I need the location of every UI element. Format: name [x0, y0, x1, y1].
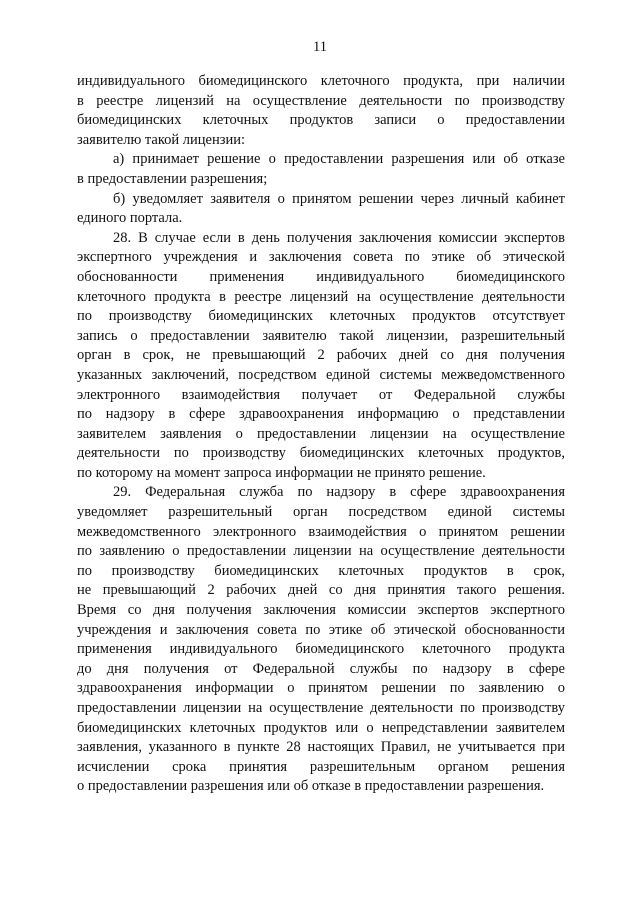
text-line: по заявлению о предоставлении лицензии на осуществление деятельности	[77, 543, 565, 560]
text-line: исчислении срока принятия разрешительным органом решения	[77, 758, 565, 775]
text-line: обоснованности применения индивидуального биомедицинского	[77, 268, 565, 285]
text-line: предоставлении лицензии на осуществление деятельности по производству	[77, 700, 565, 716]
text-line: Время со дня получения заключения комиссии экспертов экспертного	[77, 602, 565, 619]
text-line: по производству биомедицинских клеточных продуктов в срок,	[77, 562, 565, 579]
text-line: 28. В случае если в день получения заключения комиссии экспертов	[113, 229, 565, 246]
text-line: а) принимает решение о предоставлении разрешения или об отказе	[113, 151, 565, 168]
text-line: 29. Федеральная служба по надзору в сфере здравоохранения	[113, 484, 565, 501]
text-line: заявителю такой лицензии:	[77, 131, 246, 148]
text-line: электронного взаимодействия получает от Федеральной службы	[77, 386, 565, 403]
text-line: уведомляет разрешительный орган посредством единой системы	[77, 504, 565, 521]
text-line: в предоставлении разрешения;	[77, 170, 268, 187]
text-line: индивидуального биомедицинского клеточного продукта, при наличии	[77, 73, 565, 89]
text-line: не превышающий 2 рабочих дней со дня принятия такого решения.	[77, 582, 565, 599]
text-line: биомедицинских клеточных продуктов или о непредставлении заявителем	[77, 719, 565, 736]
text-line: орган в срок, не превышающий 2 рабочих дней со дня получения	[77, 347, 565, 364]
text-line: применения индивидуального биомедицинского клеточного продукта	[77, 641, 565, 658]
text-line: заявителем заявления о предоставлении лицензии на осуществление	[77, 425, 565, 442]
text-line: указанных заключений, посредством единой системы межведомственного	[77, 366, 565, 383]
text-line: до дня получения от Федеральной службы по надзору в сфере	[77, 660, 565, 677]
text-line: учреждения и заключения совета по этике об этической обоснованности	[77, 621, 565, 638]
text-line: запись о предоставлении заявителю такой лицензии, разрешительный	[77, 327, 565, 344]
text-line: биомедицинских клеточных продуктов записи о предоставлении	[77, 112, 565, 129]
text-line: деятельности по производству биомедицинских клеточных продуктов,	[77, 445, 565, 462]
text-line: здравоохранения информации о принятом решении по заявлению о	[77, 680, 565, 697]
text-line: в реестре лицензий на осуществление деятельности по производству	[77, 92, 565, 109]
text-line: заявления, указанного в пункте 28 настоящих Правил, не учитывается при	[77, 739, 565, 756]
page-number: 11	[313, 39, 327, 55]
text-line: межведомственного электронного взаимодействия о принятом решении	[77, 523, 565, 540]
text-line: по производству биомедицинских клеточных продуктов отсутствует	[77, 308, 565, 325]
text-line: о предоставлении разрешения или об отказе в предоставлении разрешения.	[77, 778, 545, 795]
text-line: б) уведомляет заявителя о принятом решении через личный кабинет	[113, 190, 565, 207]
text-line: единого портала.	[77, 210, 183, 227]
text-line: экспертного учреждения и заключения совета по этике об этической	[77, 249, 565, 266]
text-line: по которому на момент запроса информации не принято решение.	[77, 464, 486, 481]
text-line: клеточного продукта в реестре лицензий на осуществление деятельности	[77, 288, 565, 305]
document-body	[77, 72, 565, 797]
text-line: по надзору в сфере здравоохранения информацию о представлении	[77, 406, 565, 423]
